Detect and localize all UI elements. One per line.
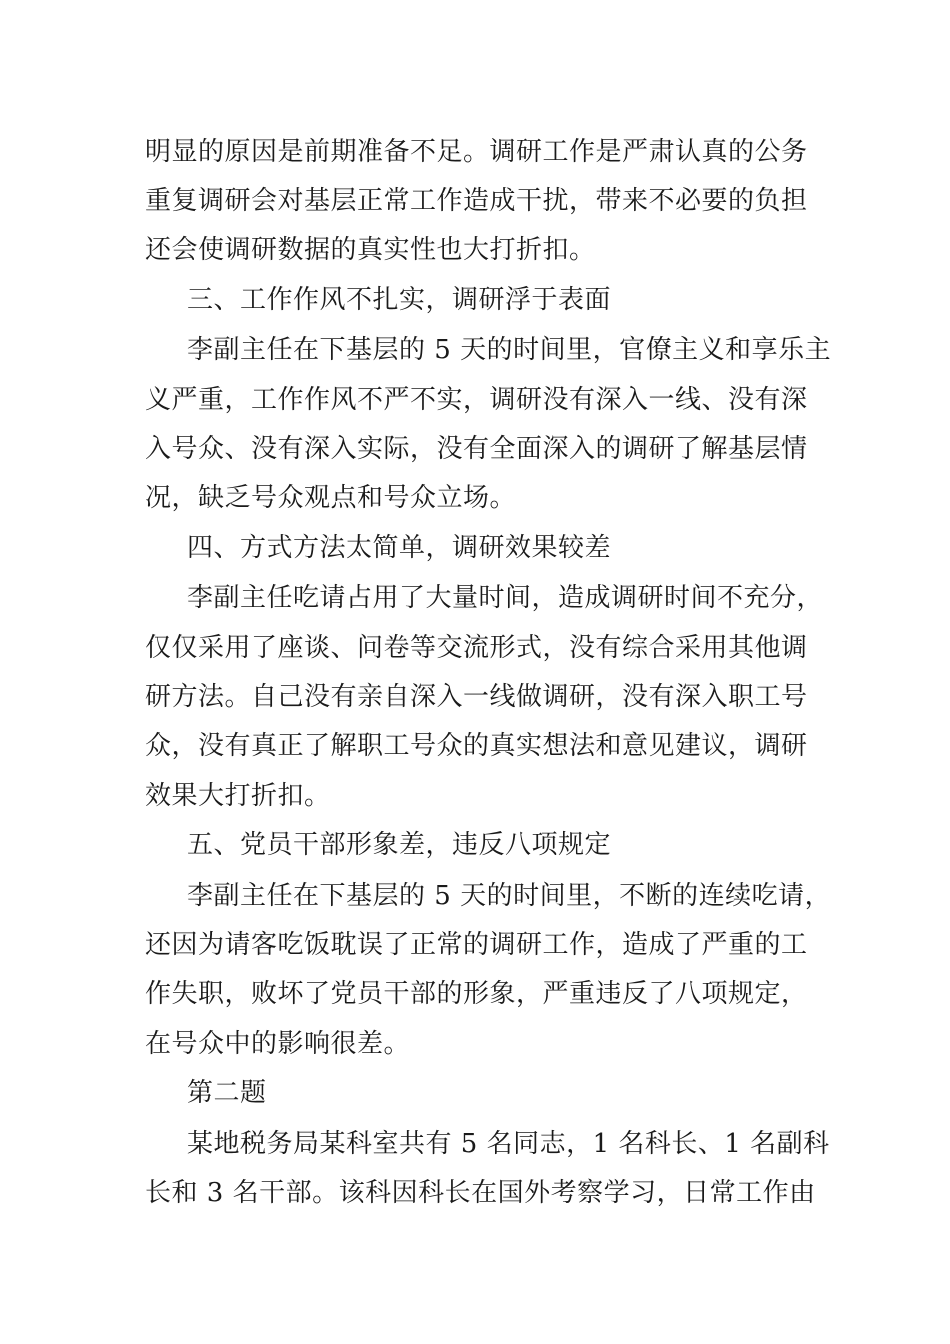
text-line: 李副主任吃请占用了大量时间，造成调研时间不充分， [187,583,824,613]
text-line: 在号众中的影响很差。 [145,1029,411,1059]
text-line: 众，没有真正了解职工号众的真实想法和意见建议，调研 [145,731,808,761]
text-line: 义严重，工作作风不严不实，调研没有深入一线、没有深 [145,385,808,415]
text-line: 明显的原因是前期准备不足。调研工作是严肃认真的公务 [145,137,808,167]
text-line: 某地税务局某科室共有 5 名同志，1 名科长、1 名副科 [187,1129,830,1159]
text-line: 重复调研会对基层正常工作造成干扰，带来不必要的负担 [145,186,808,216]
text-line: 效果大打折扣。 [145,781,331,811]
text-line: 作失职，败坏了党员干部的形象，严重违反了八项规定， [145,979,808,1009]
text-line: 还因为请客吃饭耽误了正常的调研工作，造成了严重的工 [145,930,808,960]
section-heading: 第二题 [187,1078,267,1108]
text-line: 李副主任在下基层的 5 天的时间里，官僚主义和享乐主 [187,335,832,365]
text-line: 长和 3 名干部。该科因科长在国外考察学习，日常工作由 [145,1178,816,1208]
section-heading: 五、党员干部形象差，违反八项规定 [187,830,612,860]
section-heading: 四、方式方法太简单，调研效果较差 [187,533,612,563]
text-line: 况，缺乏号众观点和号众立场。 [145,483,517,513]
text-line: 李副主任在下基层的 5 天的时间里，不断的连续吃请， [187,881,832,911]
section-heading: 三、工作作风不扎实，调研浮于表面 [187,285,612,315]
text-line: 还会使调研数据的真实性也大打折扣。 [145,235,596,265]
text-line: 仅仅采用了座谈、问卷等交流形式，没有综合采用其他调 [145,633,808,663]
text-line: 入号众、没有深入实际，没有全面深入的调研了解基层情 [145,434,808,464]
text-line: 研方法。自己没有亲自深入一线做调研，没有深入职工号 [145,682,808,712]
